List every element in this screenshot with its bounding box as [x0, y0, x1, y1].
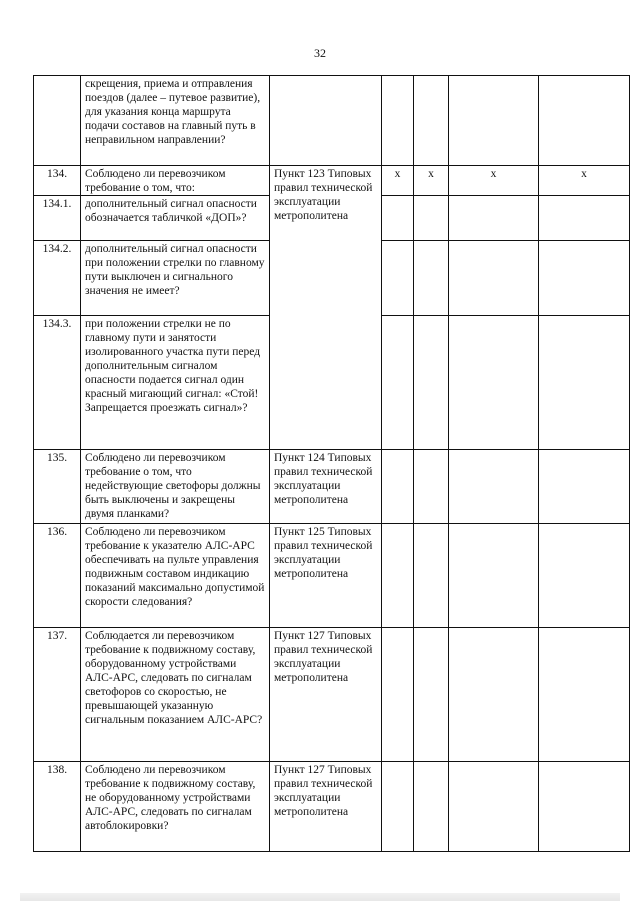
answer-no-cell: х [414, 166, 449, 196]
table-row [34, 76, 630, 166]
reference-cell: Пункт 127 Типовых правил технической эксплуатации метрополитена [270, 762, 382, 852]
answer-no-cell [414, 316, 449, 450]
notes-cell [539, 524, 630, 628]
answer-yes-cell [382, 524, 414, 628]
table-row [34, 166, 630, 196]
row-number: 138. [34, 762, 81, 852]
table-row [34, 628, 630, 762]
requirement-text: скрещения, приема и отправления поездов (далее – путевое развитие), для указания конца маршрута подачи составов на главный путь в неправильном направлении? [81, 76, 270, 166]
row-number: 134.3. [34, 316, 81, 450]
answer-no-cell [414, 762, 449, 852]
requirement-text: Соблюдено ли перевозчиком требование о том, что: [81, 166, 270, 196]
answer-yes-cell [382, 450, 414, 524]
requirement-text: Соблюдено ли перевозчиком требование о том, что недействующие светофоры должны быть выключены и закрещены двумя планками? [81, 450, 270, 524]
notes-cell [539, 316, 630, 450]
answer-no-cell [414, 450, 449, 524]
answer-no-cell [414, 524, 449, 628]
notes-cell: х [539, 166, 630, 196]
scan-edge [20, 893, 620, 901]
reference-cell: Пункт 127 Типовых правил технической эксплуатации метрополитена [270, 628, 382, 762]
checklist-table [33, 75, 630, 852]
notes-cell [539, 241, 630, 316]
row-number: 136. [34, 524, 81, 628]
reference-cell: Пункт 125 Типовых правил технической эксплуатации метрополитена [270, 524, 382, 628]
row-number: 137. [34, 628, 81, 762]
notes-cell [539, 762, 630, 852]
requirement-text: дополнительный сигнал опасности обозначается табличкой «ДОП»? [81, 196, 270, 241]
answer-yes-cell [382, 76, 414, 166]
answer-no-cell [414, 241, 449, 316]
answer-not-applicable-cell [449, 450, 539, 524]
row-number: 134.1. [34, 196, 81, 241]
notes-cell [539, 628, 630, 762]
answer-yes-cell [382, 762, 414, 852]
table-row [34, 524, 630, 628]
answer-not-applicable-cell: х [449, 166, 539, 196]
table-row [34, 450, 630, 524]
row-number: 134. [34, 166, 81, 196]
requirement-text: Соблюдается ли перевозчиком требование к подвижному составу, оборудованному устройствами АЛС-АРС, следовать по сигналам светофоров со скоростью, не превышающей указанную сигнальным показанием АЛС-АРС? [81, 628, 270, 762]
notes-cell [539, 450, 630, 524]
answer-no-cell [414, 196, 449, 241]
answer-yes-cell: х [382, 166, 414, 196]
notes-cell [539, 196, 630, 241]
answer-not-applicable-cell [449, 196, 539, 241]
answer-yes-cell [382, 241, 414, 316]
answer-not-applicable-cell [449, 316, 539, 450]
notes-cell [539, 76, 630, 166]
answer-not-applicable-cell [449, 628, 539, 762]
row-number [34, 76, 81, 166]
row-number: 135. [34, 450, 81, 524]
answer-not-applicable-cell [449, 762, 539, 852]
reference-cell: Пункт 124 Типовых правил технической эксплуатации метрополитена [270, 450, 382, 524]
requirement-text: дополнительный сигнал опасности при положении стрелки по главному пути выключен и сигнального значения не имеет? [81, 241, 270, 316]
answer-yes-cell [382, 628, 414, 762]
requirement-text: при положении стрелки не по главному пути и занятости изолированного участка пути перед дополнительным сигналом опасности подается сигнал один красный мигающий сигнал: «Стой! Запрещается проезжать сигнал»? [81, 316, 270, 450]
page-number: 32 [314, 46, 326, 60]
reference-cell [270, 76, 382, 166]
table-row [34, 762, 630, 852]
answer-not-applicable-cell [449, 241, 539, 316]
answer-yes-cell [382, 316, 414, 450]
requirement-text: Соблюдено ли перевозчиком требование к указателю АЛС-АРС обеспечивать на пульте управления подвижным составом индикацию показаний максимально допустимой скорости следования? [81, 524, 270, 628]
reference-cell: Пункт 123 Типовых правил технической эксплуатации метрополитена [270, 166, 382, 450]
answer-not-applicable-cell [449, 76, 539, 166]
requirement-text: Соблюдено ли перевозчиком требование к подвижному составу, не оборудованному устройствами АЛС-АРС, следовать по сигналам автоблокировки? [81, 762, 270, 852]
row-number: 134.2. [34, 241, 81, 316]
answer-no-cell [414, 628, 449, 762]
answer-yes-cell [382, 196, 414, 241]
answer-not-applicable-cell [449, 524, 539, 628]
answer-no-cell [414, 76, 449, 166]
